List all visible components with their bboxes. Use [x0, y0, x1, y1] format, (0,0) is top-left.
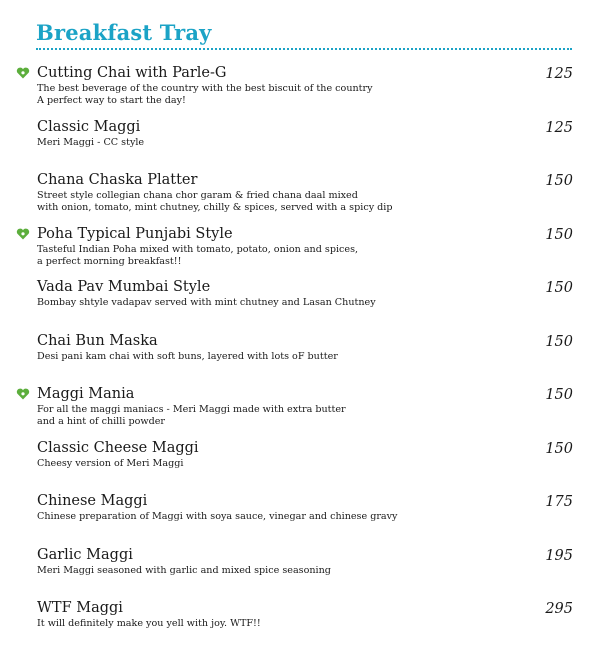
heart-icon [16, 228, 30, 240]
menu-item-name: Maggi Mania [37, 386, 135, 402]
menu-item-price: 195 [545, 547, 573, 564]
menu-item-description: Meri Maggi - CC style [37, 136, 145, 148]
menu-item [0, 547, 600, 601]
menu-item-description: Bombay shtyle vadapav served with mint chutney and Lasan Chutney [37, 297, 376, 308]
menu-item-description: Meri Maggi seasoned with garlic and mixed spice seasoning [37, 564, 331, 576]
title-dotted-divider [36, 48, 572, 50]
heart-icon [16, 67, 30, 79]
menu-item-name: Classic Cheese Maggi [37, 439, 199, 456]
menu-item-price: 150 [545, 173, 573, 189]
menu-item [0, 119, 600, 173]
menu-item-price: 150 [545, 333, 573, 350]
menu-item-price: 150 [545, 280, 573, 296]
menu-item-description: Chinese preparation of Maggi with soya sauce, vinegar and chinese gravy [37, 511, 398, 522]
menu-item [0, 600, 600, 654]
menu-item [0, 172, 600, 226]
menu-item-description: Cheesy version of Meri Maggi [37, 457, 184, 469]
menu-item-name: Poha Typical Punjabi Style [37, 225, 233, 242]
menu-item-name: Chana Chaska Platter [37, 172, 198, 188]
menu-item-name: Chai Bun Maska [37, 332, 158, 349]
menu-item-list [0, 65, 600, 654]
menu-item-price: 125 [545, 119, 573, 136]
menu-item-name: Vada Pav Mumbai Style [37, 279, 211, 295]
menu-item [0, 386, 600, 440]
menu-item-description: For all the maggi maniacs - Meri Maggi made with extra butter and a hint of chilli powder [37, 404, 346, 427]
menu-item-description: Street style collegian chana chor garam & fried chana daal mixed with onion, tomato, mint chutney, chilly & spices, served with a spicy dip [37, 190, 393, 213]
menu-item-name: Garlic Maggi [37, 546, 133, 563]
heart-icon [16, 388, 30, 400]
menu-item [0, 65, 600, 119]
menu-item [0, 493, 600, 547]
menu-item-name: WTF Maggi [37, 600, 123, 616]
menu-item [0, 226, 600, 280]
menu-item-description: Tasteful Indian Poha mixed with tomato, potato, onion and spices, a perfect morning breakfast!! [37, 243, 359, 267]
menu-item-description: Desi pani kam chai with soft buns, layered with lots oF butter [37, 350, 338, 362]
menu-item-price: 150 [545, 440, 573, 457]
menu-item-price: 150 [545, 387, 573, 403]
menu-item-price: 175 [545, 494, 573, 510]
menu-item-description: It will definitely make you yell with joy. WTF!! [37, 618, 261, 629]
menu-item-price: 150 [545, 226, 573, 243]
menu-item-description: The best beverage of the country with the best biscuit of the country A perfect way to start the day! [37, 83, 373, 106]
menu-item [0, 333, 600, 387]
menu-item-price: 125 [545, 66, 573, 82]
menu-item-name: Chinese Maggi [37, 493, 148, 509]
menu-item [0, 440, 600, 494]
menu-title: Breakfast Tray [36, 20, 212, 45]
menu-item [0, 279, 600, 333]
menu-item-name: Classic Maggi [37, 118, 141, 135]
menu-item-name: Cutting Chai with Parle-G [37, 65, 227, 81]
menu-item-price: 295 [545, 601, 573, 617]
